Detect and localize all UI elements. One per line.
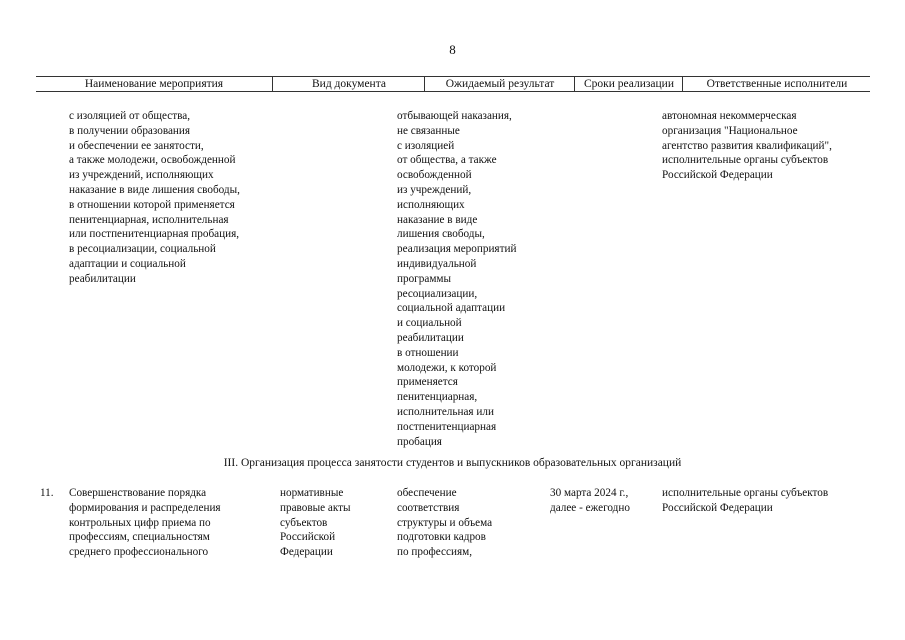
text-line: Российской Федерации (662, 501, 773, 514)
text-line: профессиям, специальностям (69, 531, 210, 544)
continuation-responsible-cell (662, 109, 832, 183)
text-line: автономная некоммерческая (662, 110, 797, 122)
text-line: отбывающей наказания, (397, 110, 512, 122)
text-line: контрольных цифр приема по (69, 516, 211, 529)
text-line: далее - ежегодно (550, 501, 630, 514)
header-deadlines: Сроки реализации (574, 77, 683, 91)
text-line: субъектов (280, 516, 328, 529)
text-line: наказание в виде (397, 213, 478, 226)
text-line: в ресоциализации, социальной (69, 243, 216, 256)
text-line: исполнительные органы субъектов (662, 487, 829, 499)
text-line: в отношении (397, 346, 459, 359)
text-line: в отношении которой применяется (69, 198, 235, 211)
section-title: III. Организация процесса занятости студентов и выпускников образовательных организаций (223, 457, 682, 469)
header-name: Наименование мероприятия (84, 78, 224, 90)
text-line: подготовки кадров (397, 531, 486, 544)
text-line: по профессиям, (397, 546, 472, 559)
text-line: реализация мероприятий (397, 243, 517, 256)
text-line: и социальной (397, 317, 462, 330)
text-line: реабилитации (397, 331, 464, 344)
text-line: лишения свободы, (397, 228, 485, 241)
text-line: социальной адаптации (397, 302, 506, 315)
text-line: исполняющих (397, 198, 465, 211)
header-document-type: Вид документа (272, 77, 425, 91)
text-line: исполнительная или (397, 405, 494, 418)
text-line: исполнительные органы субъектов (662, 154, 829, 167)
text-line: не связанные (397, 124, 460, 137)
text-line: формирования и распределения (69, 501, 221, 514)
page-number: 8 (449, 42, 456, 57)
text-line: 30 марта 2024 г., (550, 487, 629, 499)
text-line: или постпенитенциарная пробация, (69, 228, 240, 241)
text-line: обеспечение (397, 487, 457, 499)
text-line: программы (397, 272, 451, 285)
text-line: с изоляцией (397, 139, 455, 152)
text-line: структуры и объема (397, 516, 493, 529)
text-line: правовые акты (280, 501, 351, 514)
row-number (40, 486, 54, 501)
text-line: агентство развития квалификаций", (662, 139, 832, 152)
text-line: наказание в виде лишения свободы, (69, 183, 240, 196)
text-line: постпенитенциарная (397, 420, 497, 433)
text-line: соответствия (397, 501, 460, 514)
text-line: адаптации и социальной (69, 257, 186, 270)
text-line: 11. (40, 487, 54, 499)
text-line: Федерации (280, 546, 333, 559)
text-line: освобожденной (397, 169, 472, 182)
text-line: нормативные (280, 487, 344, 499)
continuation-result-cell (397, 109, 516, 449)
text-line: среднего профессионального (69, 546, 209, 559)
continuation-name-cell (69, 109, 240, 287)
row11-result-cell (397, 486, 492, 560)
text-line: из учреждений, исполняющих (69, 169, 214, 182)
text-line: применяется (397, 376, 458, 389)
row11-document-cell (280, 486, 351, 560)
text-line: Российской (280, 531, 336, 544)
text-line: индивидуальной (397, 257, 477, 270)
text-line: пробация (397, 435, 442, 448)
row11-deadline-cell (550, 486, 630, 516)
text-line: ресоциализации, (397, 287, 478, 300)
text-line: в получении образования (69, 124, 191, 137)
text-line: а также молодежи, освобожденной (69, 154, 236, 167)
header-expected-result: Ожидаемый результат (424, 77, 575, 91)
text-line: пенитенциарная, исполнительная (69, 213, 229, 226)
text-line: от общества, а также (397, 154, 497, 167)
text-line: пенитенциарная, (397, 391, 478, 404)
text-line: с изоляцией от общества, (69, 110, 191, 122)
text-line: и обеспечении ее занятости, (69, 139, 204, 152)
row11-name-cell (69, 486, 221, 560)
text-line: молодежи, к которой (397, 361, 497, 374)
table-header (36, 76, 870, 92)
text-line: из учреждений, (397, 183, 472, 196)
text-line: организация "Национальное (662, 124, 798, 137)
text-line: реабилитации (69, 272, 136, 285)
header-responsible: Ответственные исполнители (682, 77, 871, 91)
row11-responsible-cell (662, 486, 828, 516)
text-line: Совершенствование порядка (69, 487, 207, 499)
text-line: Российской Федерации (662, 169, 773, 182)
